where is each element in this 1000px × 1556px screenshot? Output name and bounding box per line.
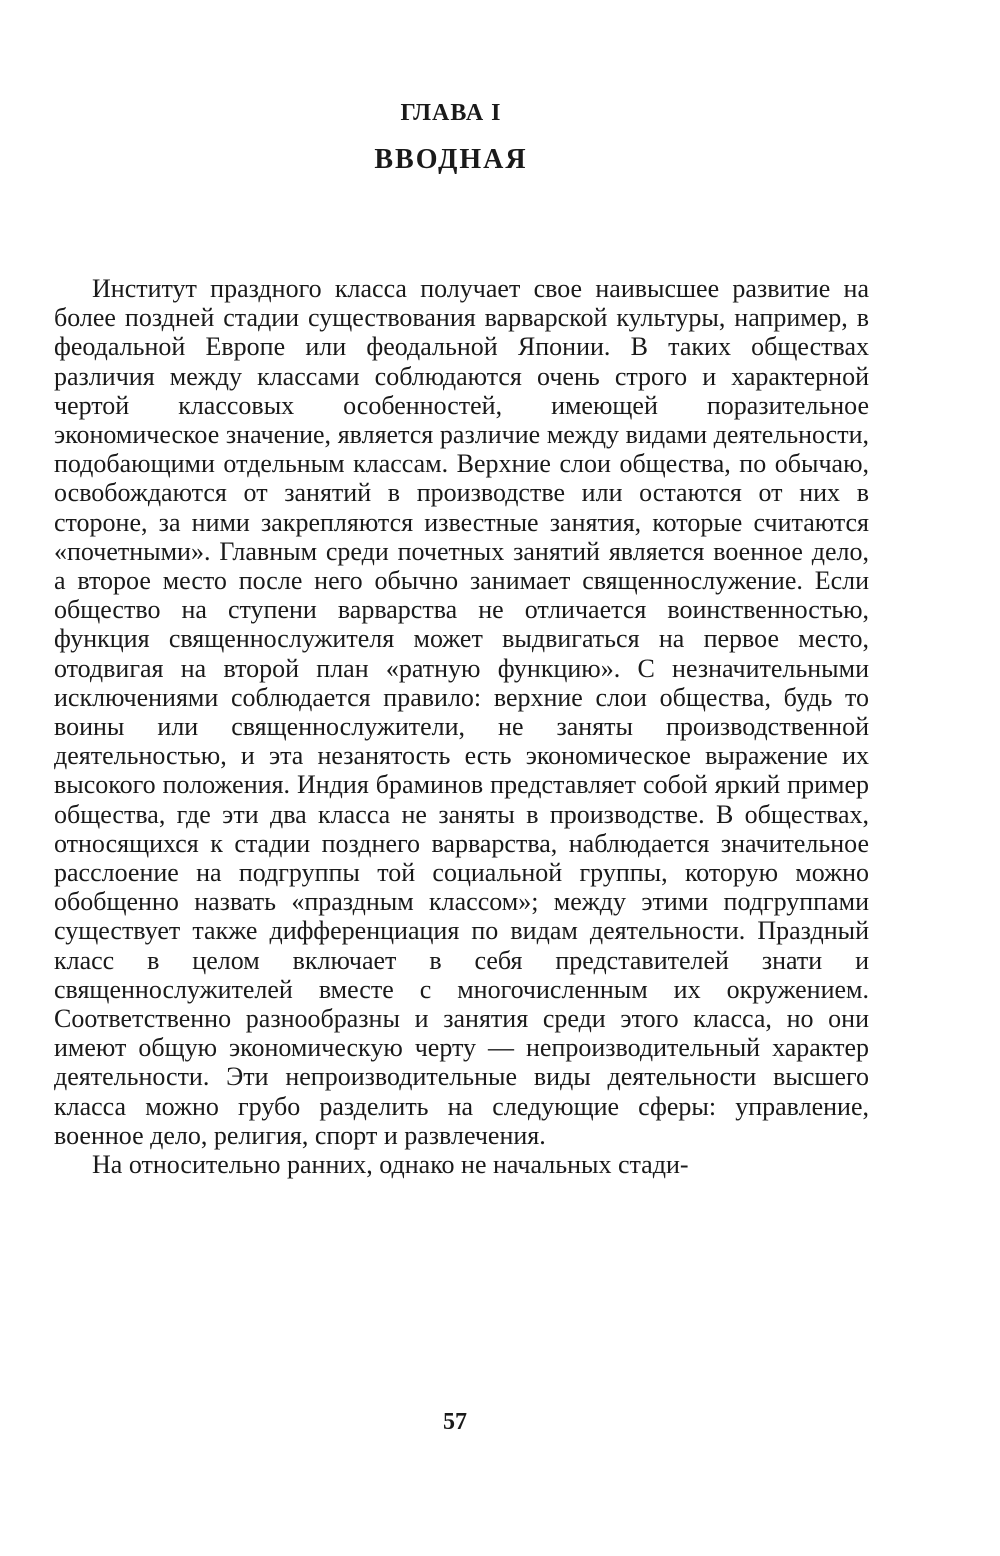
paragraph-1: Институт праздного класса получает свое наивысшее развитие на более поздней стадии существования варварской культуры, например, в феодальной Европе или феодальной Японии. В таких обществах различия между классами соблюдаются очень строго и характерной чертой классовых особенностей, имеющей поразительное экономическое значение, является различие между видами деятельности, подобающими отдельным классам. Верхние слои общества, по обычаю, освобождаются от занятий в производстве или остаются от них в стороне, за ними закрепляются известные занятия, которые считаются «почетными». Главным среди почетных занятий является военное дело, а второе место после него обычно занимает священнослужение. Если общество на ступени варварства не отличается воинственностью, функция священнослужителя может выдвигаться на первое место, отодвигая на второй план «ратную функцию». С незначительными исключениями соблюдается правило: верхние слои общества, будь то воины или священнослужители, не заняты производственной деятельностью, и эта незанятость есть экономическое выражение их высокого положения. Индия браминов представляет собой яркий пример общества, где эти два класса не заняты в производстве. В обществах, относящихся к стадии позднего варварства, наблюдается значительное расслоение на подгруппы той социальной группы, которую можно обобщенно назвать «праздным классом»; между этими подгруппами существует также дифференциация по видам деятельности. Праздный класс в целом включает в себя представителей знати и священнослужителей вместе с многочисленным их окружением. Соответственно разнообразны и занятия среди этого класса, но они имеют общую экономическую черту — непроизводительный характер деятельности. Эти непроизводительные виды деятельности высшего класса можно грубо разделить на следующие сферы: управление, военное дело, религия, спорт и развлечения. [54, 274, 869, 1150]
chapter-title: ВВОДНАЯ [374, 144, 528, 175]
page-number: 57 [443, 1409, 467, 1435]
paragraph-2: На относительно ранних, однако не начальных стади- [92, 1150, 689, 1180]
chapter-label: ГЛАВА I [400, 100, 502, 126]
body-text [54, 274, 869, 1179]
